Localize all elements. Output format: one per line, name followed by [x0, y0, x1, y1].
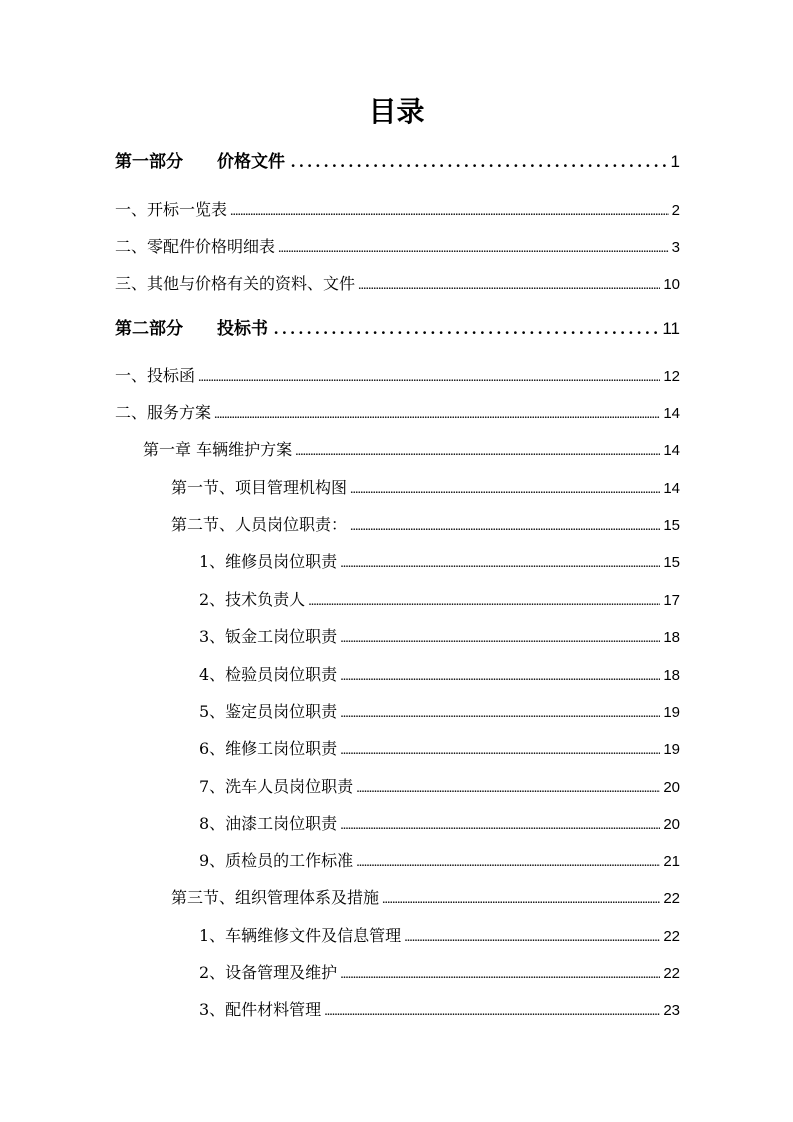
- toc-entry[interactable]: [115, 365, 680, 389]
- dot-leader: [350, 516, 660, 538]
- entry-label: 2、技术负责人: [199, 590, 306, 609]
- dot-leader: [350, 479, 660, 501]
- dot-leader: [358, 275, 660, 297]
- dot-leader: [340, 553, 660, 575]
- toc-title: 目录: [368, 95, 425, 128]
- page-number: 15: [663, 554, 680, 571]
- dot-leader: [198, 367, 660, 389]
- dot-leader: [308, 591, 660, 613]
- page-number: 19: [663, 704, 680, 721]
- entry-label: 3、钣金工岗位职责: [199, 627, 338, 646]
- page-number: 15: [663, 517, 680, 534]
- dot-leader: [356, 778, 660, 800]
- page-number: 14: [663, 480, 680, 497]
- toc-entry[interactable]: [199, 999, 680, 1023]
- toc-entry[interactable]: [199, 776, 680, 800]
- page-number: 2: [671, 202, 680, 219]
- entry-label: 2、设备管理及维护: [199, 963, 338, 982]
- dot-leader: [278, 238, 669, 260]
- page-number: 21: [663, 853, 680, 870]
- dot-leader: [340, 666, 660, 688]
- entry-label: 第二节、人员岗位职责：: [171, 515, 348, 534]
- toc-entry[interactable]: [143, 439, 680, 463]
- page-number: 18: [663, 629, 680, 646]
- page-number: 20: [663, 779, 680, 796]
- page-number: 11: [662, 319, 680, 338]
- dot-leader: [356, 852, 660, 874]
- toc-entry[interactable]: [199, 701, 680, 725]
- dot-leader: [340, 964, 660, 986]
- part-number: 第一部分: [115, 152, 183, 172]
- page-number: 22: [663, 890, 680, 907]
- page-number: 1: [670, 152, 680, 171]
- dot-leader: [295, 441, 660, 463]
- page-number: 19: [663, 741, 680, 758]
- entry-label: 1、维修员岗位职责: [199, 552, 338, 571]
- dot-leader: [340, 703, 660, 725]
- part-name: 投标书: [217, 319, 268, 339]
- entry-label: 1、车辆维修文件及信息管理: [199, 926, 402, 945]
- toc-entry[interactable]: [171, 887, 680, 911]
- page-number: 22: [663, 928, 680, 945]
- entry-label: 8、油漆工岗位职责: [199, 814, 338, 833]
- toc-entry[interactable]: [199, 925, 680, 949]
- page-number: 17: [663, 592, 680, 609]
- toc-entry[interactable]: [115, 402, 680, 426]
- page-number: 14: [663, 442, 680, 459]
- page-number: 10: [663, 276, 680, 293]
- page-number: 18: [663, 667, 680, 684]
- toc-entry[interactable]: [115, 273, 680, 297]
- entry-label: 三、其他与价格有关的资料、文件: [115, 274, 356, 293]
- entry-label: 一、开标一览表: [115, 200, 228, 219]
- dot-leader: [291, 151, 667, 173]
- toc-entry[interactable]: [171, 477, 680, 501]
- page-number: 12: [663, 368, 680, 385]
- page-number: 20: [663, 816, 680, 833]
- page-number: 14: [663, 405, 680, 422]
- toc-entry[interactable]: [199, 813, 680, 837]
- toc-entry[interactable]: [199, 850, 680, 874]
- toc-entry[interactable]: [199, 738, 680, 762]
- dot-leader: [340, 740, 660, 762]
- entry-label: 第一节、项目管理机构图: [171, 478, 348, 497]
- toc-entry[interactable]: [115, 236, 680, 260]
- entry-label: 一、投标函: [115, 366, 196, 385]
- dot-leader: [230, 201, 669, 223]
- entry-label: 3、配件材料管理: [199, 1000, 322, 1019]
- entry-label: 二、服务方案: [115, 403, 212, 422]
- entry-label: 4、检验员岗位职责: [199, 665, 338, 684]
- toc-entry[interactable]: [199, 664, 680, 688]
- toc-part-2[interactable]: [115, 318, 680, 340]
- entry-label: 7、洗车人员岗位职责: [199, 777, 354, 796]
- entry-label: 二、零配件价格明细表: [115, 237, 276, 256]
- entry-label: 5、鉴定员岗位职责: [199, 702, 338, 721]
- part-name: 价格文件: [217, 152, 285, 172]
- entry-label: 6、维修工岗位职责: [199, 739, 338, 758]
- page-number: 23: [663, 1002, 680, 1019]
- dot-leader: [404, 927, 660, 949]
- toc-entry[interactable]: [199, 626, 680, 650]
- dot-leader: [382, 889, 660, 911]
- toc-entry[interactable]: [199, 589, 680, 613]
- toc-part-1[interactable]: [115, 151, 680, 173]
- dot-leader: [340, 815, 660, 837]
- entry-label: 第三节、组织管理体系及措施: [171, 888, 380, 907]
- dot-leader: [274, 318, 658, 340]
- toc-entry[interactable]: [199, 551, 680, 575]
- dot-leader: [340, 628, 660, 650]
- dot-leader: [324, 1001, 660, 1023]
- entry-label: 第一章 车辆维护方案: [143, 440, 293, 459]
- part-number: 第二部分: [115, 319, 183, 339]
- toc-entry[interactable]: [171, 514, 680, 538]
- entry-label: 9、质检员的工作标准: [199, 851, 354, 870]
- page-number: 3: [671, 239, 680, 256]
- toc-entry[interactable]: [115, 199, 680, 223]
- page-number: 22: [663, 965, 680, 982]
- dot-leader: [214, 404, 660, 426]
- toc-entry[interactable]: [199, 962, 680, 986]
